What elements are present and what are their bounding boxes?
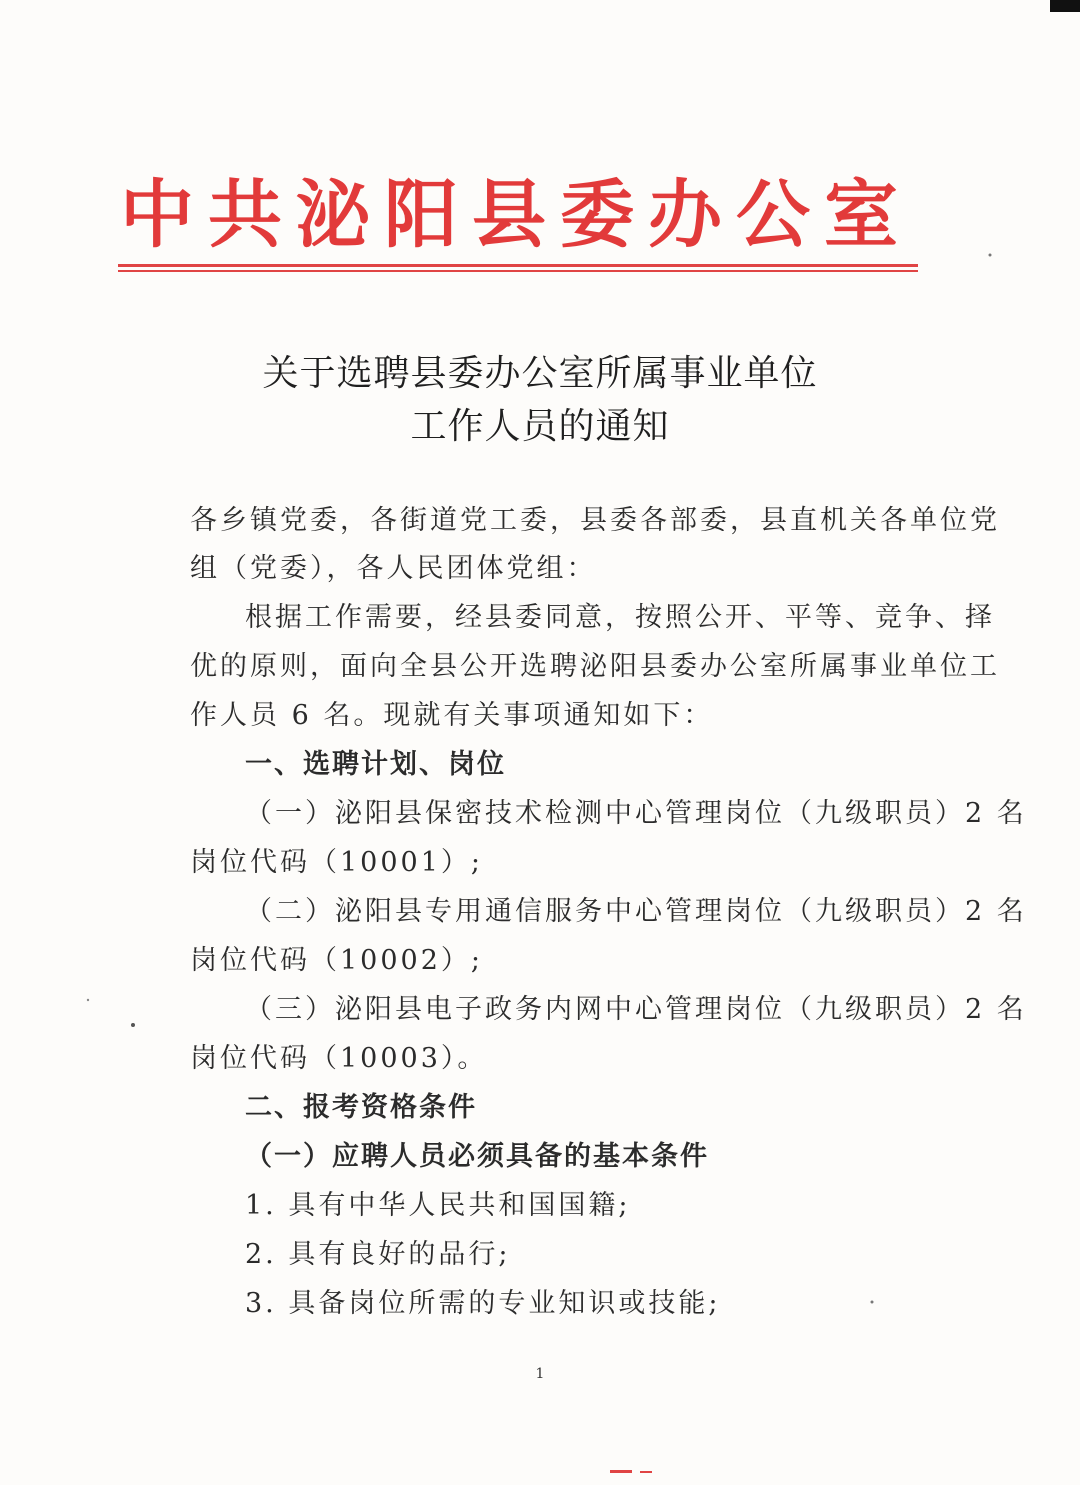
document-title-line-1: 关于选聘县委办公室所属事业单位 <box>262 353 818 394</box>
position-1-code: 岗位代码（10001）; <box>190 847 483 878</box>
section2-heading: 二、报考资格条件 <box>245 1092 477 1123</box>
header-rule-top <box>118 264 918 267</box>
page-number: 1 <box>535 1366 545 1382</box>
condition-item-3: 3. 具备岗位所需的专业知识或技能; <box>245 1288 721 1319</box>
intro-line-2: 优的原则，面向全县公开选聘泌阳县委办公室所属事业单位工 <box>190 651 1000 682</box>
issuer-header: 中共泌阳县委办公室 <box>120 172 912 258</box>
position-2-code: 岗位代码（10002）; <box>190 945 483 976</box>
addressee-line-2: 组（党委），各人民团体党组： <box>190 553 597 584</box>
addressee-line-1: 各乡镇党委，各街道党工委，县委各部委，县直机关各单位党 <box>190 505 1000 536</box>
position-3-code: 岗位代码（10003）。 <box>190 1043 488 1074</box>
section2-subheading: （一）应聘人员必须具备的基本条件 <box>245 1141 709 1172</box>
condition-item-2: 2. 具有良好的品行; <box>245 1239 511 1270</box>
condition-item-1: 1. 具有中华人民共和国国籍; <box>245 1190 631 1221</box>
document-title-line-2: 工作人员的通知 <box>410 406 670 447</box>
intro-line-1: 根据工作需要，经县委同意，按照公开、平等、竞争、择 <box>245 602 995 633</box>
header-rule-bottom <box>118 270 918 272</box>
position-3-text: （三）泌阳县电子政务内网中心管理岗位（九级职员）2 名 <box>245 994 1027 1025</box>
position-2-text: （二）泌阳县专用通信服务中心管理岗位（九级职员）2 名 <box>245 896 1027 927</box>
section1-heading: 一、选聘计划、岗位 <box>245 749 506 780</box>
intro-line-3: 作人员 6 名。现就有关事项通知如下： <box>190 700 714 731</box>
position-1-text: （一）泌阳县保密技术检测中心管理岗位（九级职员）2 名 <box>245 798 1027 829</box>
